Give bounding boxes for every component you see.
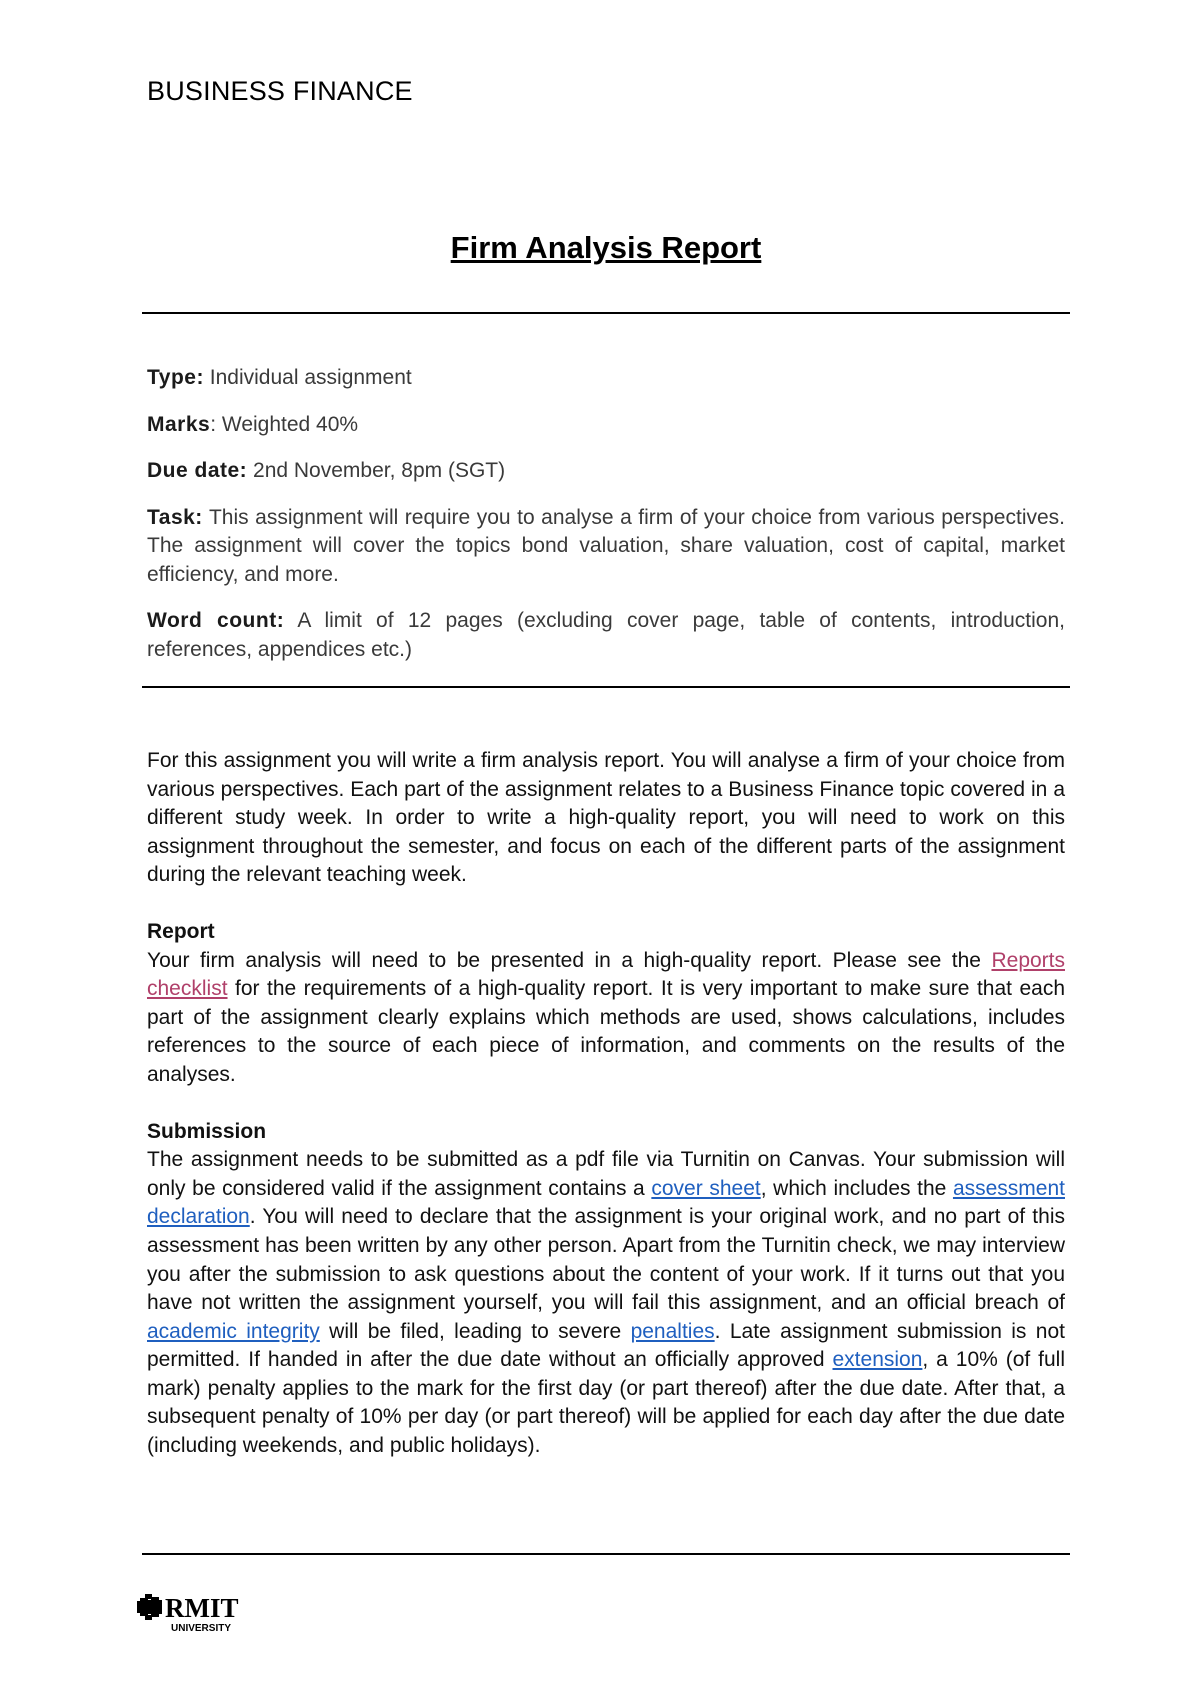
submission-text-3: . You will need to declare that the assignment is your original work, and no part of this assessment has been written by any other person. Apart from the Turnitin check, we may interview you after the submission to ask questions about the content of your work. If it turns out that you have not written the assignment yourself, you will fail this assignment, and an official breach of bbox=[147, 1205, 1065, 1315]
assessment-declaration-link[interactable]: assessment declaration bbox=[147, 1176, 1065, 1229]
meta-wordcount-value: A limit of 12 pages (excluding cover page, table of contents, introduction, references, appendices etc.) bbox=[147, 609, 1065, 661]
meta-word-count bbox=[147, 607, 1065, 664]
report-text-2: for the requirements of a high-quality report. It is very important to make sure that each part of the assignment clearly explains which methods are used, shows calculations, includes references to the source of each piece of information, and comments on the results of the analyses. bbox=[147, 977, 1065, 1086]
academic-integrity-link[interactable]: academic integrity bbox=[147, 1319, 320, 1343]
submission-text-1: The assignment needs to be submitted as a pdf file via Turnitin on Canvas. Your submission will only be considered valid if the assignment contains a bbox=[147, 1148, 1065, 1200]
top-divider bbox=[142, 312, 1070, 314]
document-title: Firm Analysis Report bbox=[450, 230, 762, 265]
submission-text-6: , a 10% (of full mark) penalty applies to the mark for the first day (or part thereof) after the due date. After that, a subsequent penalty of 10% per day (or part thereof) will be applied for each day after the due date (including weekends, and public holidays). bbox=[147, 1348, 1066, 1458]
meta-type bbox=[147, 364, 1065, 393]
meta-due-date bbox=[147, 457, 1065, 486]
report-heading: Report bbox=[147, 919, 215, 943]
meta-type-value: Individual assignment bbox=[203, 366, 412, 389]
meta-task-label: Task: bbox=[147, 505, 203, 529]
meta-task bbox=[147, 504, 1065, 590]
meta-task-value: This assignment will require you to analyse a firm of your choice from various perspectives. The assignment will cover the topics bond valuation, share valuation, cost of capital, market efficiency, and more. bbox=[147, 505, 1065, 586]
submission-text-2: , which includes the bbox=[760, 1176, 953, 1200]
reports-checklist-link[interactable]: Reports checklist bbox=[147, 948, 1065, 1001]
cover-sheet-link[interactable]: cover sheet bbox=[651, 1176, 761, 1200]
submission-text-4: will be filed, leading to severe bbox=[319, 1319, 631, 1343]
submission-section bbox=[147, 1118, 1065, 1461]
report-section bbox=[147, 918, 1065, 1090]
assignment-meta bbox=[147, 364, 1065, 682]
meta-wordcount-label: Word count: bbox=[147, 609, 285, 632]
document-body bbox=[147, 747, 1065, 1489]
logo-wordmark: RMIT bbox=[165, 1593, 239, 1623]
meta-marks-label: Marks bbox=[147, 412, 211, 436]
penalties-link[interactable]: penalties bbox=[630, 1319, 715, 1343]
course-header: BUSINESS FINANCE bbox=[147, 76, 413, 106]
meta-divider bbox=[142, 686, 1070, 688]
meta-marks-value: : Weighted 40% bbox=[210, 412, 359, 436]
submission-text-5: . Late assignment submission is not permitted. If handed in after the due date without an officially approved bbox=[147, 1319, 1065, 1372]
meta-due-label: Due date: bbox=[147, 459, 248, 482]
meta-due-value: 2nd November, 8pm (SGT) bbox=[247, 459, 506, 482]
extension-link[interactable]: extension bbox=[832, 1348, 923, 1372]
meta-type-label: Type: bbox=[147, 366, 204, 389]
rmit-logo bbox=[136, 1590, 256, 1636]
submission-heading: Submission bbox=[147, 1119, 267, 1143]
logo-subtext: UNIVERSITY bbox=[171, 1623, 232, 1634]
intro-paragraph: For this assignment you will write a firm analysis report. You will analyse a firm of your choice from various perspectives. Each part of the assignment relates to a Business Finance topic covered in a different study week. In order to write a high-quality report, you will need to work on this assignment throughout the semester, and focus on each of the different parts of the assignment during the relevant teaching week. bbox=[147, 749, 1065, 887]
report-text-1: Your firm analysis will need to be presented in a high-quality report. Please see the bbox=[147, 948, 992, 972]
footer-divider bbox=[142, 1553, 1070, 1555]
meta-marks bbox=[147, 411, 1065, 440]
rmit-pixel-logo-icon bbox=[137, 1594, 162, 1620]
